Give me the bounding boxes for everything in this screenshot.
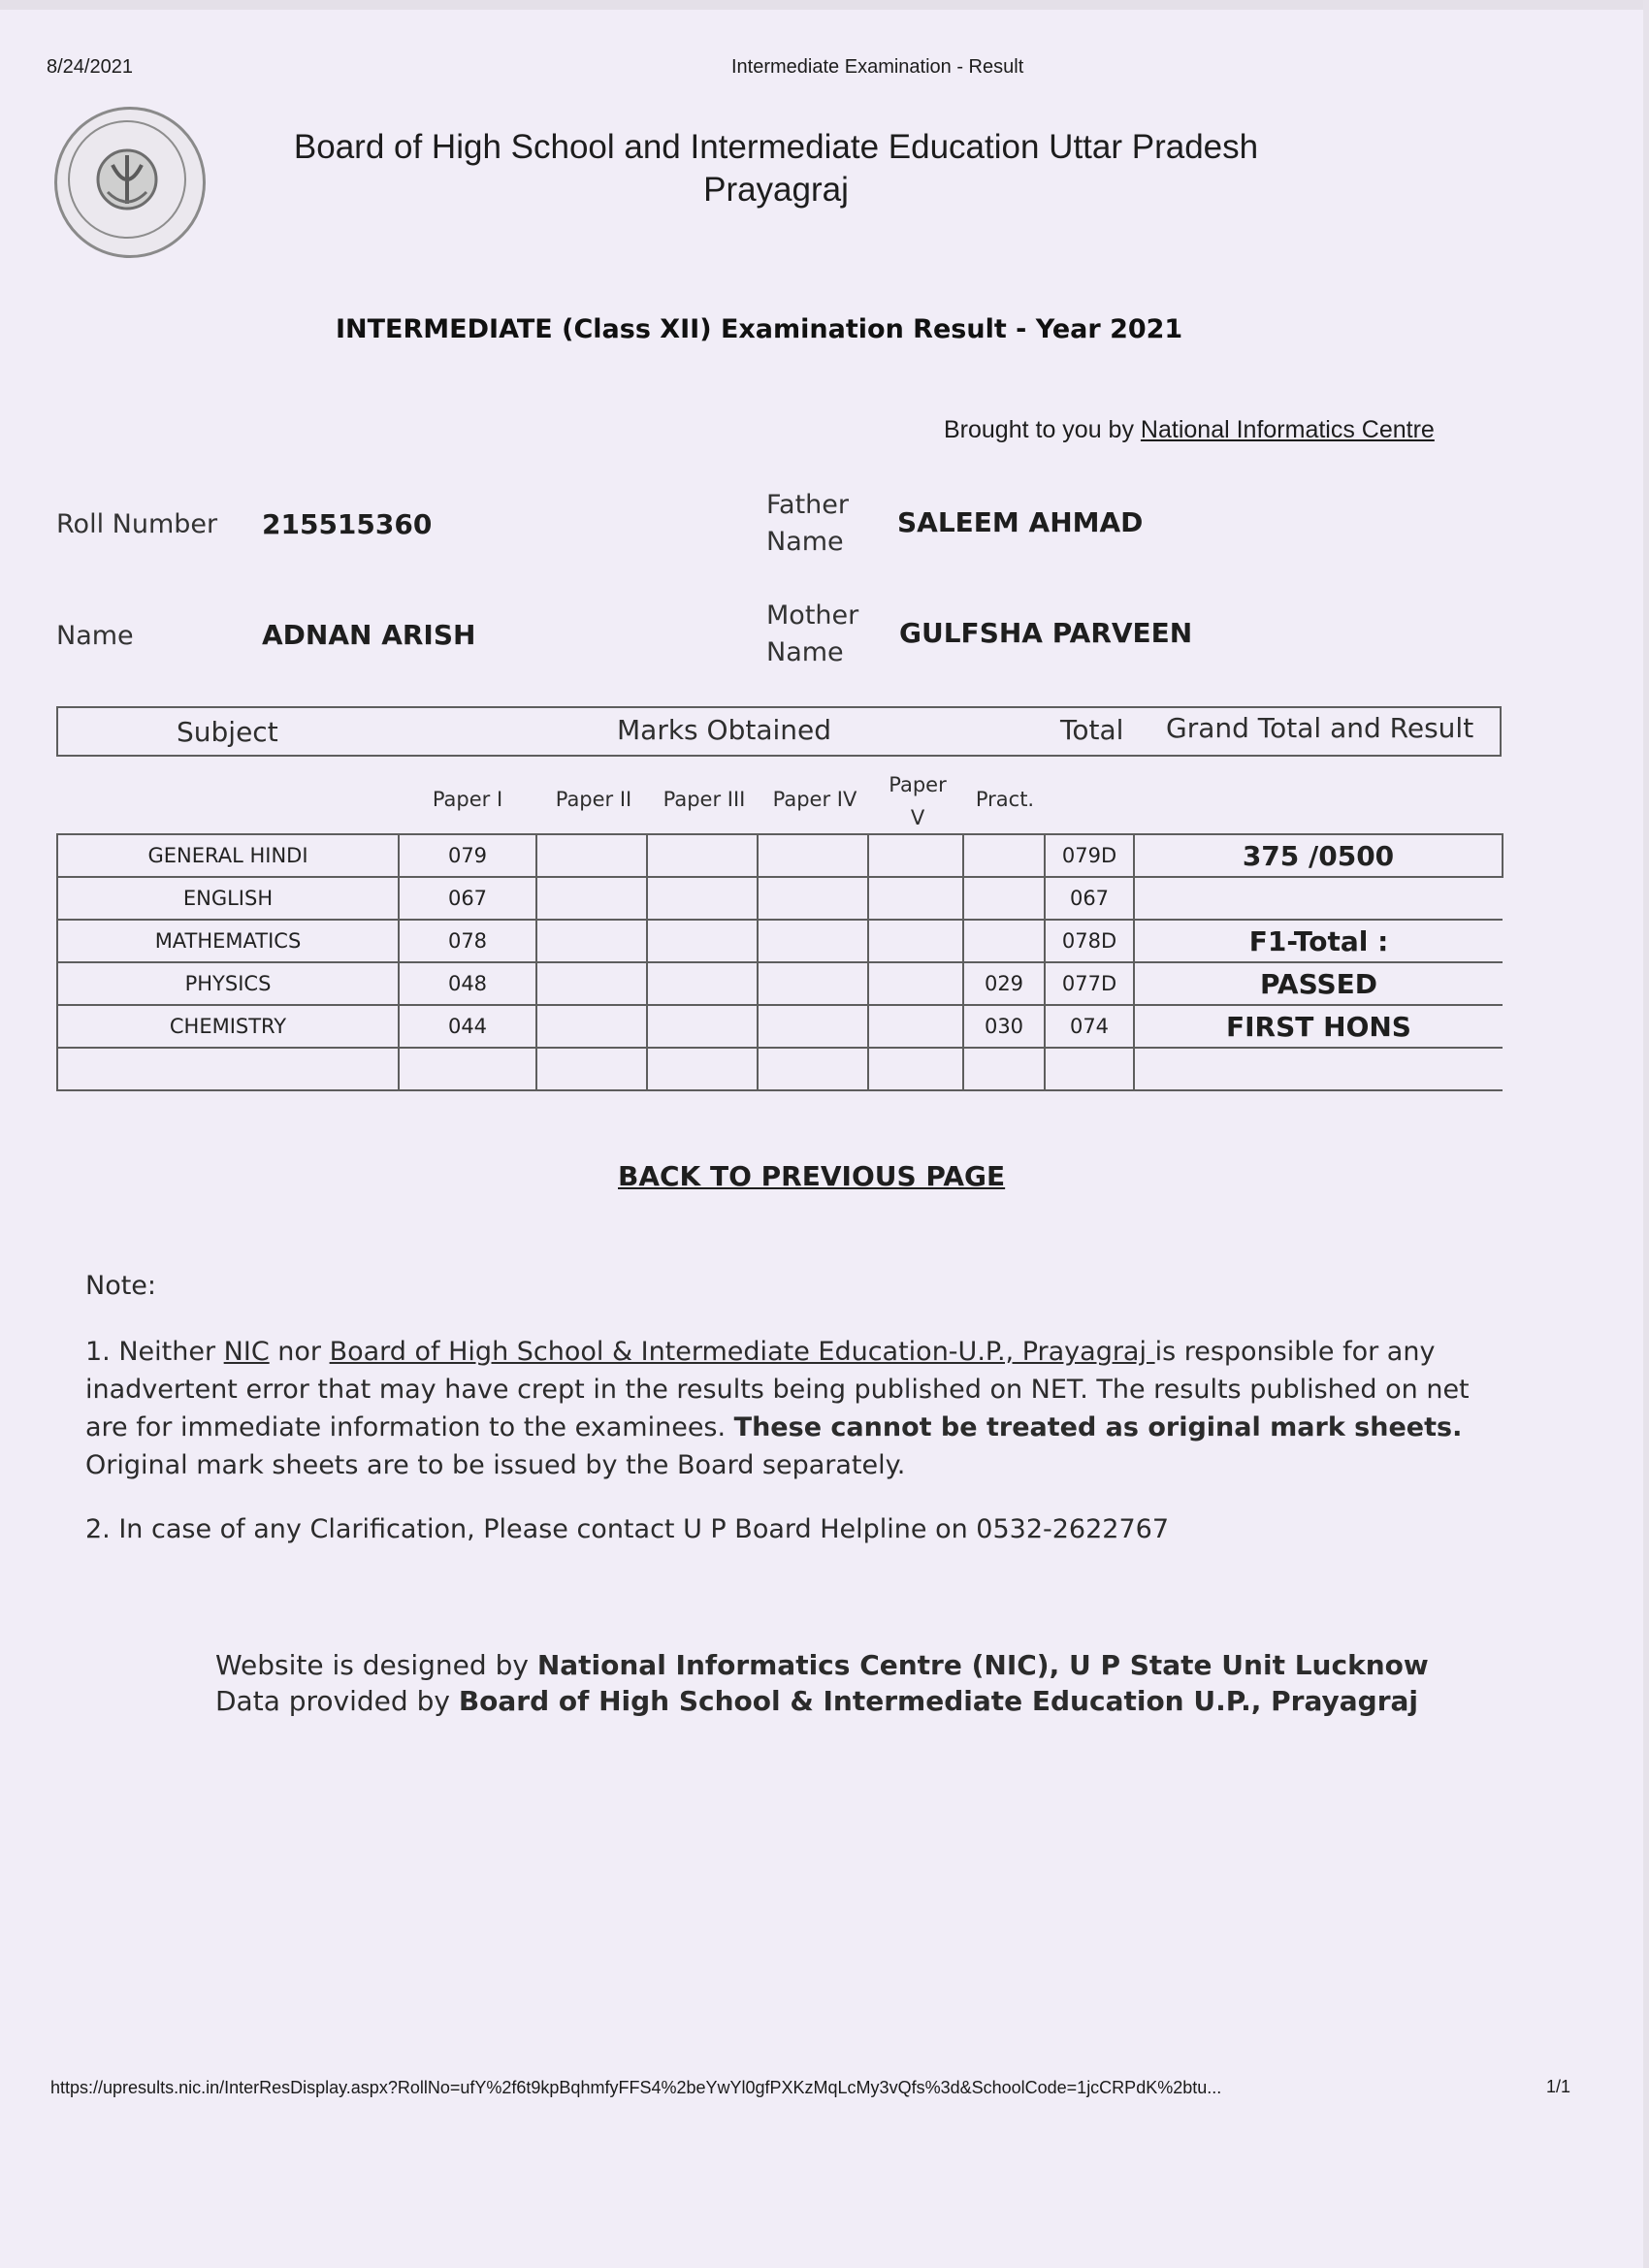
subject-cell: CHEMISTRY (57, 1005, 399, 1048)
result-total-label-cell: F1-Total : (1134, 920, 1503, 962)
seal-emblem-icon (54, 107, 200, 252)
empty-cell (647, 1048, 758, 1090)
practical-cell: 029 (963, 962, 1045, 1005)
header-marks-obtained: Marks Obtained (617, 714, 832, 746)
exam-title: INTERMEDIATE (Class XII) Examination Result - Year 2021 (336, 314, 1183, 344)
empty-cell (758, 1048, 868, 1090)
note-text: 1. Neither (85, 1337, 224, 1367)
note-title: Note: (85, 1271, 157, 1301)
note-1-line1 (85, 1333, 1540, 1371)
header-grand-total: Grand Total and Result (1166, 712, 1474, 744)
subject-cell: MATHEMATICS (57, 920, 399, 962)
brought-by (944, 416, 1435, 444)
father-label-line1: Father (766, 490, 850, 520)
subheader-paper-4: Paper IV (772, 788, 857, 811)
paper4-cell (758, 962, 868, 1005)
empty-cell (536, 1048, 647, 1090)
subject-cell: PHYSICS (57, 962, 399, 1005)
board-seal-logo (54, 107, 206, 258)
table-row (57, 962, 1503, 1005)
paper3-cell (647, 877, 758, 920)
paper4-cell (758, 877, 868, 920)
table-row (57, 920, 1503, 962)
subject-cell: GENERAL HINDI (57, 834, 399, 877)
total-cell: 067 (1045, 877, 1134, 920)
board-title-line1: Board of High School and Intermediate Education Uttar Pradesh (293, 128, 1259, 166)
nic-link[interactable]: National Informatics Centre (1140, 416, 1435, 443)
mother-label-line1: Mother (766, 600, 859, 631)
paper2-cell (536, 877, 647, 920)
table-row-empty (57, 1048, 1503, 1090)
subheader-paper-5-line2: V (910, 806, 925, 829)
paper3-cell (647, 834, 758, 877)
nic-underlined-text: NIC (223, 1337, 270, 1367)
print-date: 8/24/2021 (47, 56, 133, 78)
total-cell: 077D (1045, 962, 1134, 1005)
total-cell: 079D (1045, 834, 1134, 877)
paper1-cell: 048 (399, 962, 536, 1005)
name-value: ADNAN ARISH (262, 619, 476, 651)
subheader-paper-5 (871, 768, 964, 834)
table-row (57, 1005, 1503, 1048)
paper4-cell (758, 1005, 868, 1048)
paper5-cell (868, 920, 963, 962)
note-1 (85, 1333, 1540, 1484)
subheader-paper-2: Paper II (555, 788, 632, 811)
brought-by-prefix: Brought to you by (944, 416, 1134, 443)
subheader-paper-1: Paper I (432, 788, 503, 811)
note-1-line4: Original mark sheets are to be issued by the Board separately. (85, 1450, 906, 1480)
paper2-cell (536, 920, 647, 962)
name-label: Name (56, 621, 134, 651)
scan-edge (0, 0, 1649, 10)
father-name-label (766, 487, 849, 561)
footer-text: Data provided by (215, 1685, 459, 1717)
subheader-paper-5-line1: Paper (889, 773, 947, 796)
note-1-line2: inadvertent error that may have crept in the results being published on NET. The results published on net (85, 1375, 1470, 1405)
mother-name-label (766, 598, 858, 671)
footer-bold-text: Board of High School & Intermediate Education U.P., Prayagraj (458, 1685, 1418, 1717)
board-title-line2: Prayagraj (703, 171, 849, 209)
practical-cell (963, 877, 1045, 920)
footer-designed-by (215, 1649, 1429, 1681)
paper1-cell: 078 (399, 920, 536, 962)
paper4-cell (758, 834, 868, 877)
paper1-cell: 044 (399, 1005, 536, 1048)
paper1-cell: 079 (399, 834, 536, 877)
empty-cell (1134, 1048, 1503, 1090)
paper3-cell (647, 920, 758, 962)
paper2-cell (536, 834, 647, 877)
print-url: https://upresults.nic.in/InterResDisplay.aspx?RollNo=ufY%2f6t9kpBqhmfyFFS4%2beYwYl0gfPXKzMqLcMy3vQfs%3d&SchoolCode=1jcCRPdK%2btu... (50, 2078, 1222, 2097)
paper5-cell (868, 1005, 963, 1048)
roll-number-label: Roll Number (56, 509, 218, 539)
practical-cell (963, 834, 1045, 877)
result-cell (1134, 877, 1503, 920)
paper4-cell (758, 920, 868, 962)
footer-data-provided (215, 1685, 1418, 1717)
header-total: Total (1060, 714, 1124, 746)
mother-name-value: GULFSHA PARVEEN (899, 617, 1193, 649)
footer-text: Website is designed by (215, 1649, 537, 1681)
father-name-value: SALEEM AHMAD (897, 506, 1144, 538)
print-title: Intermediate Examination - Result (731, 56, 1024, 78)
empty-cell (1045, 1048, 1134, 1090)
paper5-cell (868, 877, 963, 920)
paper1-cell: 067 (399, 877, 536, 920)
table-row (57, 834, 1503, 877)
page-number: 1/1 (1546, 2077, 1571, 2096)
paper5-cell (868, 834, 963, 877)
note-text: are for immediate information to the examinees. (85, 1412, 734, 1442)
scan-edge-right (1643, 0, 1649, 2268)
roll-number-value: 215515360 (262, 508, 433, 540)
mother-label-line2: Name (766, 637, 844, 667)
result-status-cell: PASSED (1134, 962, 1503, 1005)
empty-cell (57, 1048, 399, 1090)
father-label-line2: Name (766, 527, 844, 557)
note-text: nor (269, 1337, 330, 1367)
grand-total-cell: 375 /0500 (1134, 834, 1503, 877)
subheader-practical: Pract. (975, 788, 1035, 811)
note-2: 2. In case of any Clarification, Please contact U P Board Helpline on 0532-2622767 (85, 1514, 1170, 1544)
subject-cell: ENGLISH (57, 877, 399, 920)
note-bold-text: These cannot be treated as original mark sheets. (733, 1412, 1463, 1442)
practical-cell (963, 920, 1045, 962)
practical-cell: 030 (963, 1005, 1045, 1048)
header-subject: Subject (177, 716, 278, 748)
back-to-previous-page-link[interactable]: BACK TO PREVIOUS PAGE (618, 1160, 1006, 1192)
note-text: is responsible for any (1154, 1337, 1436, 1367)
total-cell: 074 (1045, 1005, 1134, 1048)
paper3-cell (647, 962, 758, 1005)
paper3-cell (647, 1005, 758, 1048)
table-row (57, 877, 1503, 920)
paper2-cell (536, 1005, 647, 1048)
paper5-cell (868, 962, 963, 1005)
total-cell: 078D (1045, 920, 1134, 962)
board-underlined-text: Board of High School & Intermediate Education-U.P., Prayagraj (329, 1337, 1155, 1367)
subheader-paper-3: Paper III (663, 788, 746, 811)
empty-cell (963, 1048, 1045, 1090)
empty-cell (868, 1048, 963, 1090)
marks-table (56, 833, 1504, 1091)
note-1-line3 (85, 1409, 1540, 1446)
result-division-cell: FIRST HONS (1134, 1005, 1503, 1048)
footer-bold-text: National Informatics Centre (NIC), U P State Unit Lucknow (536, 1649, 1429, 1681)
paper2-cell (536, 962, 647, 1005)
empty-cell (399, 1048, 536, 1090)
